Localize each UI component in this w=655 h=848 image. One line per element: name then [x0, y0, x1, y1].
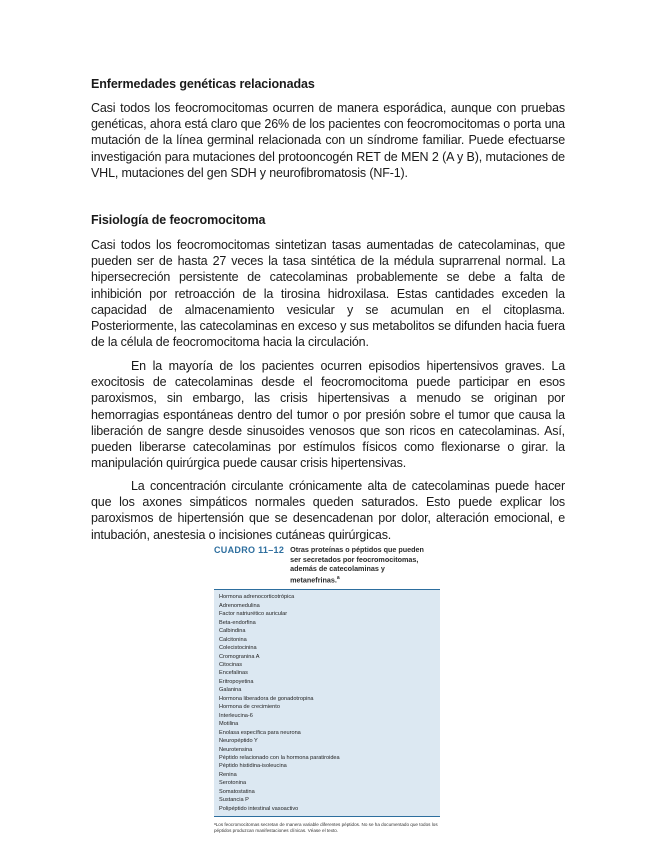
section-heading-genetics: Enfermedades genéticas relacionadas — [91, 77, 315, 91]
list-item: Calbindina — [219, 628, 246, 635]
list-item: Interleucina-6 — [219, 712, 253, 719]
list-item: Colecistocinina — [219, 645, 257, 652]
figure-title: Otras proteínas o péptidos que pueden ser secretados por feocromocitomas, además de catecolaminas y metanefrinas.$^a$ — [290, 545, 424, 584]
table-figure — [214, 545, 440, 835]
list-item: Somatostatina — [219, 788, 255, 795]
list-item: Sustancia P — [219, 797, 249, 804]
list-item: Péptido histidina-isoleucina — [219, 763, 287, 770]
paragraph-genetics: Casi todos los feocromocitomas ocurren de manera esporádica, aunque con pruebas genéticas, ahora está claro que 26% de los pacientes con feocromocitomas o porta una mutación de la línea germinal relacionada con un síndrome familiar. Puede efectuarse investigación para mutaciones del protooncogén RET de MEN 2 (A y B), mutaciones de VHL, mutaciones del gen SDH y neurofibromatosis (NF-1). — [91, 101, 565, 180]
list-item: Galanina — [219, 687, 242, 694]
list-item: Renina — [219, 771, 237, 778]
figure-caption — [214, 545, 440, 584]
list-item: Beta-endorfina — [219, 619, 256, 626]
list-item: Adrenomedulina — [219, 602, 260, 609]
paragraph-physiology-2: En la mayoría de los pacientes ocurren episodios hipertensivos graves. La exocitosis de catecolaminas desde el feocromocitoma puede participar en esos paroxismos, sin embargo, las crisis hipertensivas a menudo se originan por hemorragias espontáneas dentro del tumor o por presión sobre el tumor que causa la liberación de sangre desde sinusoides venosos que son ricos en catecolaminas. Así, pueden liberarse catecolaminas por estímulos físicos como flexionarse o girar. la manipulación quirúrgica puede causar crisis hipertensivas. — [91, 359, 565, 471]
list-item: Encefalinas — [219, 670, 248, 677]
list-item: Enolasa específica para neurona — [219, 729, 301, 736]
peptide-list — [214, 589, 440, 817]
figure-footnote: ᵃLos feocromocitomas secretan de manera variable diferentes péptidos. No se ha documentado que todos los péptidos produzcan manifestaciones clínicas. Véase el texto. — [214, 822, 438, 834]
paragraph-physiology-1: Casi todos los feocromocitomas sintetizan tasas aumentadas de catecolaminas, que pueden ser de hasta 27 veces la tasa sintética de la médula suprarrenal normal. La hipersecreción persistente de catecolaminas probablemente se debe a falta de inhibición por retroacción de la tirosina hidroxilasa. Estas cantidades exceden la capacidad de almacenamiento vesicular y se acumulan en el citoplasma. Posteriormente, las catecolaminas en exceso y sus metabolitos se difunden hacia fuera de la célula de feocromocitoma hacia la circulación. — [91, 238, 565, 350]
list-item: Citocinas — [219, 662, 243, 669]
list-item: Hormona de crecimiento — [219, 704, 280, 711]
list-item: Péptido relacionado con la hormona paratiroidea — [219, 755, 340, 761]
list-item: Neuropéptido Y — [219, 738, 258, 745]
list-item: Eritropoyetina — [219, 678, 254, 685]
paragraph-physiology-3: La concentración circulante crónicamente alta de catecolaminas puede hacer que los axones simpáticos normales queden saturados. Esto puede explicar los paroxismos de hipertensión que se desencadenan por dolor, alteración emocional, e intubación, anestesia o incisiones cutáneas quirúrgicas. — [91, 479, 565, 542]
list-item: Neurotensina — [219, 746, 253, 753]
list-item: Motilina — [219, 721, 239, 728]
list-item: Hormona liberadora de gonadotropina — [219, 695, 314, 702]
list-item: Polipéptido intestinal vasoactivo — [219, 805, 299, 812]
list-item: Factor natriurético auricular — [219, 611, 288, 618]
list-item: Calcitonina — [219, 636, 247, 643]
figure-label: CUADRO 11–12 — [214, 545, 285, 555]
list-item: Hormona adrenocorticotrópica — [219, 594, 295, 601]
list-item: Serotonina — [219, 780, 247, 787]
list-item: Cromogranina A — [219, 653, 260, 660]
section-heading-physiology: Fisiología de feocromocitoma — [91, 213, 266, 227]
